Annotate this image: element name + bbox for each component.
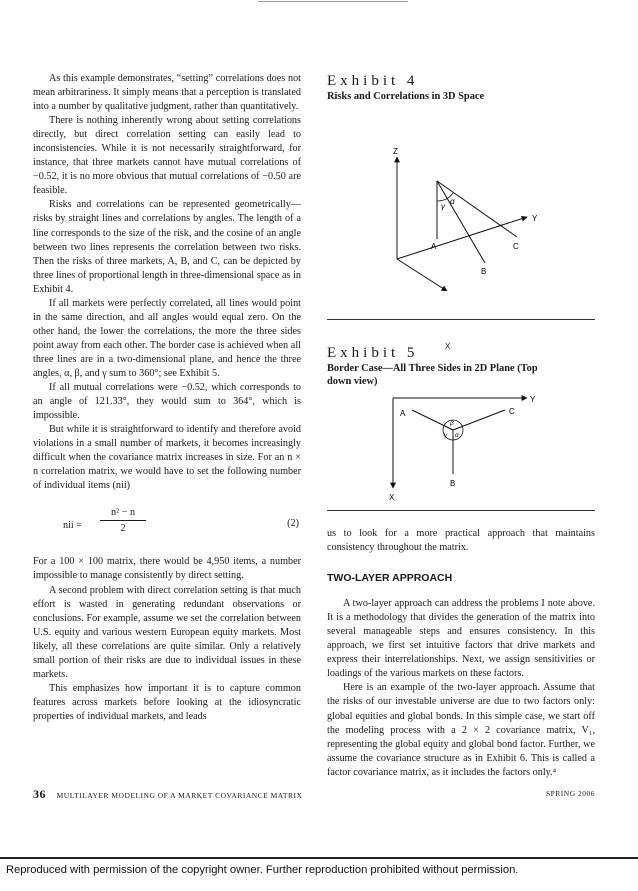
vector-c xyxy=(453,410,505,430)
label-b: B xyxy=(450,479,456,488)
vector-b xyxy=(437,181,485,263)
exhibit4-subtitle: Risks and Correlations in 3D Space xyxy=(327,91,485,102)
paragraph: If all mutual correlations were −0.52, which corresponds to an angle of 121.33°, they would sum to 364°, which is impossible. xyxy=(33,382,301,422)
vector-c xyxy=(437,181,517,237)
label-alpha: α xyxy=(455,432,459,439)
angle-gamma-arc xyxy=(437,198,448,201)
bottom-rule xyxy=(0,857,638,859)
label-a: A xyxy=(400,409,406,418)
equation-fraction xyxy=(100,505,146,537)
equation-lhs: nii = xyxy=(63,520,83,532)
paragraph: There is nothing inherently wrong about setting correlations directly, but direct correlation setting can easily lead to inconsistencies. While it is not necessarily straightforward, for instance, that three markets cannot have mutual correlations of −0.52, it is no more obvious that mutual correlations of −0.50 are feasible. xyxy=(33,115,301,197)
continuation-paragraph: us to look for a more practical approach that maintains consistency throughout the matrix. xyxy=(327,528,595,554)
page-number: 36 xyxy=(33,787,46,801)
paragraph: This emphasizes how important it is to capture common features across markets before looking at the idiosyncratic properties of individual markets, and leads xyxy=(33,682,301,722)
page-footer xyxy=(33,787,595,802)
section-heading: TWO-LAYER APPROACH xyxy=(327,572,453,585)
label-y: Y xyxy=(532,214,538,223)
exhibit5-subtitle: Border Case—All Three Sides in 2D Plane (Top down view) xyxy=(327,363,538,387)
label-x: X xyxy=(389,493,395,500)
paragraph: For a 100 × 100 matrix, there would be 4,950 items, a number impossible to manage consistently by direct setting. xyxy=(33,556,301,582)
issue-label: SPRING 2006 xyxy=(545,789,595,798)
exhibit4-diagram xyxy=(327,109,595,291)
label-alpha: α xyxy=(450,197,455,206)
vector-a xyxy=(412,410,453,430)
label-beta: β xyxy=(450,420,454,427)
exhibit4-rule xyxy=(327,319,595,320)
exhibit5-diagram xyxy=(327,392,595,500)
top-rule xyxy=(258,1,408,2)
running-title: MULTILAYER MODELING OF A MARKET COVARIANCE MATRIX xyxy=(56,791,303,800)
paragraph: As this example demonstrates, “setting” correlations does not mean arbitrariness. It simply means that a perception is translated into a number by qualitative judgment, rather than quantitatively. xyxy=(33,73,301,113)
paragraph: Here is an example of the two-layer approach. Assume that the risks of our investable universe are due to two factors only: global equities and global bonds. In this simple case, we start off the modeling process with a 2 × 2 covariance matrix, V₁, representing the global equity and global bond factor. Further, we assume the covariance structure as in Exhibit 6. This is called a factor covariance matrix, as it includes the factors only.⁴ xyxy=(327,682,595,778)
paragraph: Risks and correlations can be represented geometrically—risks by straight lines and correlations by angles. The length of a line corresponds to the size of the risk, and the cosine of an angle between two lines represents the correlation between two risks. Then the risks of three markets, A, B, and C, can be depicted by three lines of proportional length in three-dimensional space as in Exhibit 4. xyxy=(33,199,301,295)
exhibit5-title: Exhibit 5 xyxy=(327,345,419,361)
equation-number: (2) xyxy=(287,518,299,530)
label-y: Y xyxy=(530,395,536,404)
right-column xyxy=(327,72,595,780)
label-z: Z xyxy=(393,147,398,156)
equation-numerator: n² − n xyxy=(100,505,146,521)
exhibit4-title: Exhibit 4 xyxy=(327,73,419,89)
label-gamma: γ xyxy=(441,202,445,211)
paragraph: If all markets were perfectly correlated, all lines would point in the same direction, and all angles would equal zero. On the other hand, the lower the correlations, the more the three sides point away from each other. The border case is achieved when all three lines are in a two-dimensional plane, and hence the three angles, α, β, and γ sum to 360°; see Exhibit 5. xyxy=(33,297,301,379)
x-axis xyxy=(397,259,447,291)
paragraph: But while it is straightforward to identify and therefore avoid violations in a small number of markets, it becomes increasingly difficult when the covariance matrix increases in size. For an n × n correlation matrix, we would have to set the following number of individual items (nii) xyxy=(33,424,301,492)
copyright-notice: Reproduced with permission of the copyright owner. Further reproduction prohibited without permission. xyxy=(6,864,519,876)
exhibit5-rule xyxy=(327,510,595,511)
paragraph: A two-layer approach can address the problems I note above. It is a methodology that divides the generation of the matrix into several manageable steps and ensures consistency. In this approach, we first set intuitive factors that drive markets and express their interrelationships. Next, we assign sensitivities or loadings of the various markets on these factors. xyxy=(327,598,595,680)
equation-denominator: 2 xyxy=(120,523,126,535)
label-a: A xyxy=(431,242,437,251)
paragraph: A second problem with direct correlation setting is that much effort is wasted in generating redundant observations or conclusions. For example, assume we set the correlation between U.S. equity and various western European equity markets. Most likely, all these correlations are quite similar. Only a relatively small portion of their risks are due to individual issues in these markets. xyxy=(33,584,301,680)
label-b: B xyxy=(481,267,487,276)
label-c: C xyxy=(509,407,515,416)
exhibit4-x-label: X xyxy=(445,342,451,351)
label-gamma: γ xyxy=(444,432,448,439)
left-column xyxy=(33,72,301,724)
label-c: C xyxy=(513,242,519,251)
equation-2 xyxy=(33,505,301,549)
